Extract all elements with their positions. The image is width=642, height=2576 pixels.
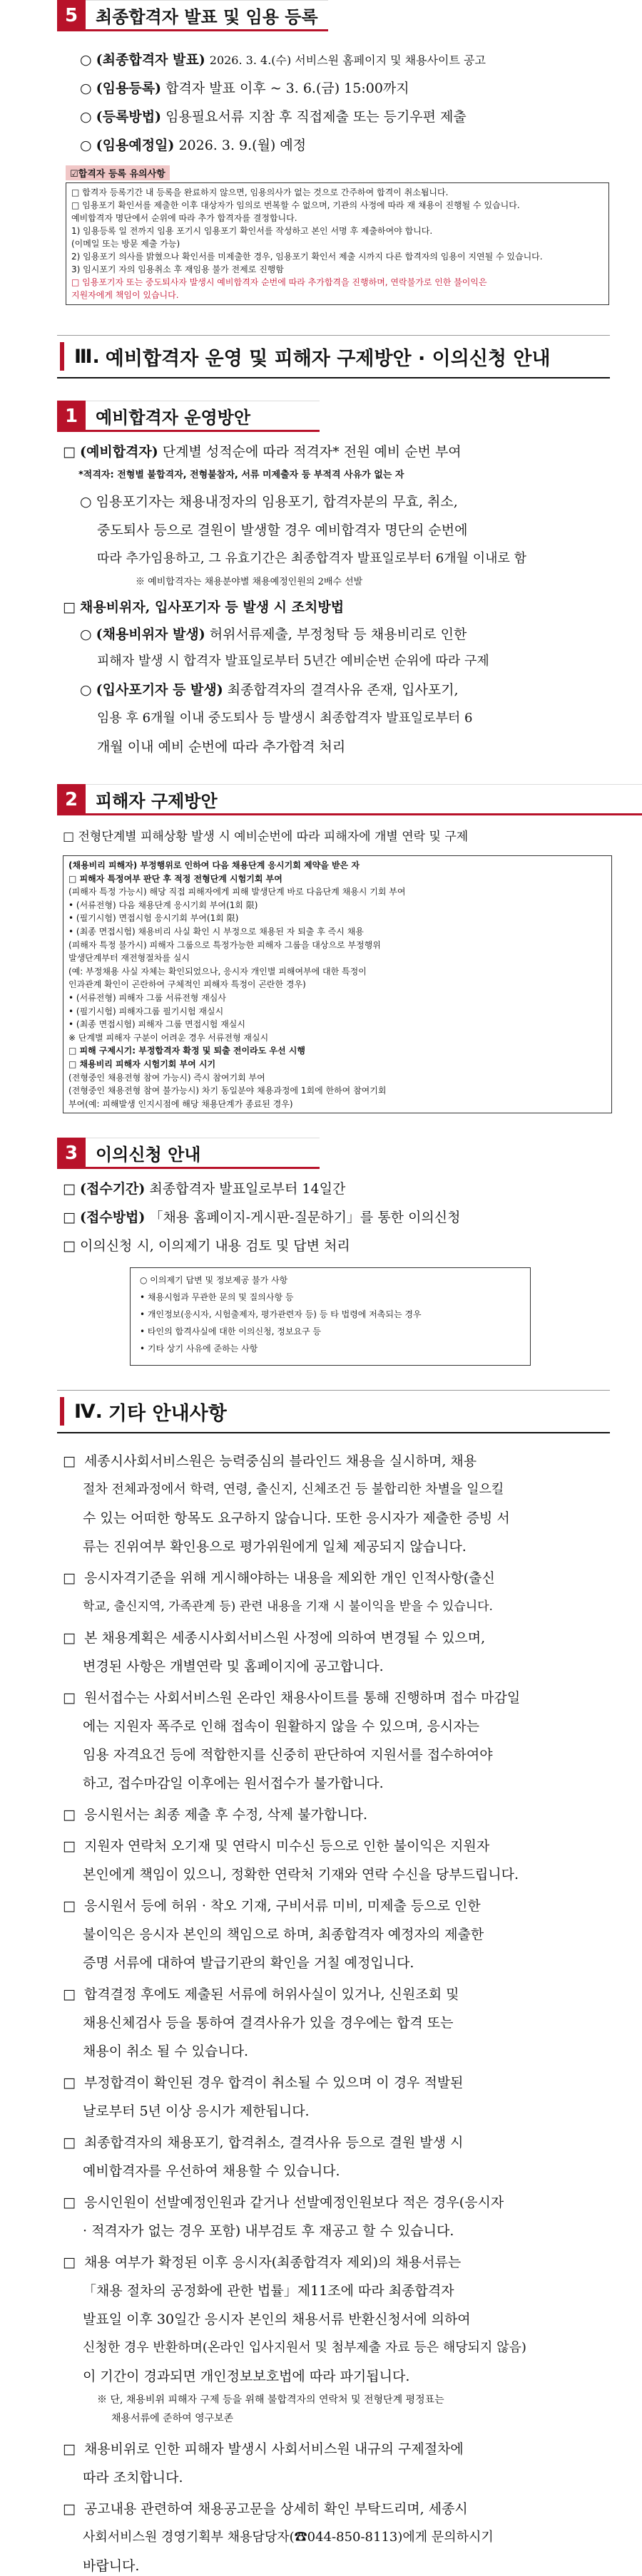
s5-notice-line: 3) 임시포기 자의 임용취소 후 재임용 불가 전제로 진행함 [71,264,284,274]
s5-notice-line: □ 임용포기 확인서를 제출한 이후 대상자가 임의로 번복할 수 없으며, 기관의 사정에 따라 재 채용이 진행될 수 있습니다. [71,200,520,210]
section-3-title: 예비합격자 운영 및 피해자 구제방안 · 이의신청 안내 [105,347,551,370]
s2-lead: □ 전형단계별 피해상황 발생 시 예비순번에 따라 피해자에 개별 연락 및 구제 [63,830,469,844]
s5-notice-line: □ 임용포기자 또는 중도퇴사자 발생시 예비합격자 순번에 따라 추가합격을 진행하며, 연락불가로 인한 불이익은 [71,277,487,287]
notice-paragraph-line: 채용신체검사 등을 통하여 결격사유가 있을 경우에는 합격 또는 [83,2015,454,2031]
s1-para1-note: ※ 예비합격자는 채용분야별 채용예정인원의 2배수 선발 [136,577,363,587]
notice-paragraph-line: 날로부터 5년 이상 응시가 제한됩니다. [83,2103,310,2119]
s2-box-line: (피해자 특정 불가시) 피해자 그룹으로 특정가능한 피해자 그룹을 대상으로 부정행위 [68,939,381,950]
s2-box-line: • (최종 면접시험) 채용비리 사실 확인 시 부정으로 채용된 자 퇴출 후 즉시 채용 [68,927,364,937]
s2-box-line: • (필기시험) 피해자그룹 필기시험 재실시 [68,1006,224,1016]
s2-box-line: □ 채용비리 피해자 시험기회 부여 시기 [68,1059,216,1069]
notice-note-line: ※ 단, 채용비위 피해자 구제 등을 위해 불합격자의 연락처 및 전형단계 평정표는 [97,2394,444,2406]
notice-note-line: 채용서류에 준하여 영구보존 [111,2413,234,2424]
s1-para1-line: ○ 임용포기자는 채용내정자의 임용포기, 합격자분의 무효, 취소, [80,494,458,510]
s3-item-2: □ (접수방법) 「채용 홈페이지-게시판-질문하기」를 통한 이의신청 [63,1210,461,1225]
s1-sub-b: ○ (입사포기자 등 발생) 최종합격자의 결격사유 존재, 입사포기, [80,682,459,698]
notice-paragraph-line: □ 응시원서 등에 허위 · 착오 기재, 구비서류 미비, 미제출 등으로 인한 [63,1898,481,1914]
notice-paragraph-line: □ 응시인원이 선발예정인원과 같거나 선발예정인원보다 적은 경우(응시자 [63,2195,504,2210]
notice-paragraph-line: 변경된 사항은 개별연락 및 홈페이지에 공고합니다. [83,1659,384,1674]
square-mark: □ [63,1453,76,1469]
section-4-title: 기타 안내사항 [108,1402,227,1425]
notice-paragraph-line: 증명 서류에 대하여 발급기관의 확인을 거칠 예정입니다. [83,1955,414,1971]
circle-mark: ○ [80,81,92,96]
s2-box-line: 부여(예: 피해발생 인지시점에 해당 채용단계가 종료된 경우) [68,1098,293,1109]
s2-box-line: (피해자 특정 가능시) 해당 직접 피해자에게 피해 발생단계 바로 다음단계 채용시 기회 부여 [68,887,406,897]
notice-paragraph-line: 이 기간이 경과되면 개인정보보호법에 따라 파기됩니다. [83,2369,410,2384]
notice-paragraph-line: □ 채용 여부가 확정된 이후 응시자(최종합격자 제외)의 채용서류는 [63,2255,462,2270]
s2-box-line: 인과관계 확인이 곤란하여 구체적인 피해자 특정이 곤란한 경우) [68,979,306,990]
s1-sub-b-cont: 임용 후 6개월 이내 중도퇴사 등 발생시 최종합격자 발표일로부터 6 [97,711,473,726]
s5-item-2: ○ (임용등록) 합격자 발표 이후 ~ 3. 6.(금) 15:00까지 [80,81,409,96]
notice-paragraph-line: 학교, 출신지역, 가족관계 등) 관련 내용을 기재 시 불이익을 받을 수 있습니다. [83,1599,493,1614]
subsection-1-header: 1 예비합격자 운영방안 [57,401,320,432]
header-accent-bar [60,1397,64,1426]
s2-box-line: 발생단계부터 재전형절차를 실시 [68,953,190,964]
notice-paragraph-line: 「채용 절차의 공정화에 관한 법률」제11조에 따라 최종합격자 [83,2283,454,2299]
notice-paragraph-line: □ 부정합격이 확인된 경우 합격이 취소될 수 있으며 이 경우 적발된 [63,2075,464,2091]
square-mark: □ [63,2075,76,2091]
notice-paragraph-line: 임용 자격요건 등에 적합한지를 신중히 판단하여 지원서를 접수하여야 [83,1747,493,1763]
s2-box-line: (전형중인 채용전형 참여 불가능시) 차기 동일분야 채용과정에 1회에 한하여 참여기회 [68,1086,387,1096]
circle-mark: ○ [80,109,92,125]
s5-item-4: ○ (임용예정일) 2026. 3. 9.(월) 예정 [80,138,307,153]
s1-sub-a-cont: 피해자 발생 시 합격자 발표일로부터 5년간 예비순번 순위에 따라 구제 [97,654,489,669]
s2-box-line: □ 피해자 특정여부 판단 후 적정 전형단계 시험기회 부여 [68,873,282,884]
s2-box-line: (예: 부정채용 사실 자체는 확인되었으나, 응시자 개인별 피해여부에 대한 특정이 [68,966,367,977]
notice-paragraph-line: 채용이 취소 될 수 있습니다. [83,2044,249,2059]
notice-paragraph-line: □ 응시자격기준을 위해 게시해야하는 내용을 제외한 개인 인적사항(출신 [63,1570,495,1586]
s5-notice-line: 지원자에게 책임이 있습니다. [71,290,179,300]
notice-paragraph-line: □ 합격결정 후에도 제출된 서류에 허위사실이 있거나, 신원조회 및 [63,1987,459,2002]
section-5-title: 최종합격자 발표 및 임용 등록 [86,0,328,31]
s2-box-line: • (서류전형) 다음 채용단계 응시기회 부여(1회 限) [68,900,258,910]
square-mark: □ [63,1807,76,1823]
notice-paragraph-line: 예비합격자를 우선하여 채용할 수 있습니다. [83,2163,340,2179]
notice-paragraph-line: 발표일 이후 30일간 응시자 본인의 채용서류 반환신청서에 의하여 [83,2312,471,2327]
s3-item-1: □ (접수기간) 최종합격자 발표일로부터 14일간 [63,1181,346,1197]
notice-paragraph-line: □ 최종합격자의 채용포기, 합격취소, 결격사유 등으로 결원 발생 시 [63,2135,464,2150]
notice-paragraph-line: 에는 지원자 폭주로 인해 접속이 원활하지 않을 수 있으며, 응시자는 [83,1719,479,1734]
section-4-roman-header [57,1390,610,1433]
s5-notice-line: 1) 임용등록 일 전까지 임용 포기시 임용포기 확인서를 작성하고 본인 서명 후 제출하여야 합니다. [71,226,433,236]
notice-paragraph-line: 본인에게 책임이 있으니, 정확한 연락처 기재와 연락 수신을 당부드립니다. [83,1867,519,1882]
s1-lead: □ (예비합격자) 단계별 성적순에 따라 적격자* 전원 예비 순번 부여 [63,444,462,460]
notice-paragraph-line: □ 채용비위로 인한 피해자 발생시 사회서비스원 내규의 구제절차에 [63,2441,464,2457]
notice-paragraph-line: 불이익은 응시자 본인의 책임으로 하며, 최종합격자 예정자의 제출한 [83,1927,484,1942]
s5-item-1: ○ (최종합격자 발표) 2026. 3. 4.(수) 서비스원 홈페이지 및 채용사이트 공고 [80,52,486,68]
header-accent-bar [60,342,64,371]
circle-mark: ○ [80,138,92,153]
s2-box-line: (전형중인 채용전형 참여 가능시) 즉시 참여기회 부여 [68,1072,265,1083]
notice-paragraph-line: 수 있는 어떠한 항목도 요구하지 않습니다. 또한 응시자가 제출한 증빙 서 [83,1510,510,1526]
s2-box-line: (채용비리 피해자) 부정행위로 인하여 다음 채용단계 응시기회 제약을 받은 자 [68,860,360,870]
square-mark: □ [63,2135,76,2150]
notice-paragraph-line: 따라 조치합니다. [83,2470,183,2485]
notice-paragraph-line: 하고, 접수마감일 이후에는 원서접수가 불가합니다. [83,1776,384,1791]
roman-numeral: Ⅲ. [74,345,100,368]
s1-star-note: *적격자: 전형별 불합격자, 전형불참자, 서류 미제출자 등 부적격 사유가 없는 자 [78,470,404,480]
s1-para1-line: 중도퇴사 등으로 결원이 발생할 경우 예비합격자 명단의 순번에 [97,522,468,538]
notice-paragraph-line: □ 지원자 연락처 오기재 및 연락시 미수신 등으로 인한 불이익은 지원자 [63,1838,490,1854]
notice-paragraph-line: □ 세종시사회서비스원은 능력중심의 블라인드 채용을 실시하며, 채용 [63,1453,477,1469]
notice-paragraph-line: · 적격자가 없는 경우 포함) 내부검토 후 재공고 할 수 있습니다. [83,2223,454,2239]
s5-notice-line: 2) 임용포기 의사를 밝혔으나 확인서를 미제출한 경우, 임용포기 확인서 제출 시까지 다른 합격자의 임용이 지연될 수 있습니다. [71,252,543,262]
s2-box-line: • (서류전형) 피해자 그룹 서류전형 재심사 [68,993,226,1003]
subsection-2-header: 2 피해자 구제방안 [57,784,642,815]
subsection-3-header: 3 이의신청 안내 [57,1138,320,1169]
s5-notice-line: □ 합격자 등록기간 내 등록을 완료하지 않으면, 임용의사가 없는 것으로 간주하여 합격이 취소됩니다. [71,187,449,197]
square-mark: □ [63,1987,76,2002]
s1-sub-a: ○ (채용비위자 발생) 허위서류제출, 부정청탁 등 채용비리로 인한 [80,627,467,642]
notice-paragraph-line: 류는 진위여부 확인용으로 평가위원에게 일체 제공되지 않습니다. [83,1539,467,1555]
s1-sub-b-cont: 개월 이내 예비 순번에 따라 추가합격 처리 [97,739,346,755]
s1-heading2: □ 채용비위자, 입사포기자 등 발생 시 조치방법 [63,599,345,615]
notice-paragraph-line: 신청한 경우 반환하며(온라인 입사지원서 및 첨부제출 자료 등은 해당되지 않음) [83,2340,526,2355]
notice-paragraph-line: 사회서비스원 경영기획부 채용담당자(☎044-850-8113)에게 문의하시기 [83,2530,494,2545]
square-mark: □ [63,1838,76,1854]
section-3-roman-header [57,335,610,378]
square-mark: □ [63,2441,76,2457]
s1-para1-line: 따라 추가임용하고, 그 유효기간은 최종합격자 발표일로부터 6개월 이내로 함 [97,551,526,566]
notice-paragraph-line: □ 본 채용계획은 세종시사회서비스원 사정에 의하여 변경될 수 있으며, [63,1630,486,1646]
notice-paragraph-line: □ 응시원서는 최종 제출 후 수정, 삭제 불가합니다. [63,1807,367,1823]
circle-mark: ○ [80,52,92,68]
roman-numeral: Ⅳ. [74,1400,103,1423]
square-mark: □ [63,1898,76,1914]
square-mark: □ [63,1570,76,1586]
square-mark: □ [63,1690,76,1706]
notice-paragraph-line: □ 공고내용 관련하여 채용공고문을 상세히 확인 부탁드리며, 세종시 [63,2501,468,2517]
square-mark: □ [63,1630,76,1646]
s5-notice-line: 예비합격자 명단에서 순위에 따라 추가 합격자를 결정합니다. [71,213,297,223]
notice-paragraph-line: □ 원서접수는 사회서비스원 온라인 채용사이트를 통해 진행하며 접수 마감일 [63,1690,521,1706]
s5-item-3: ○ (등록방법) 임용필요서류 지참 후 직접제출 또는 등기우편 제출 [80,109,467,125]
square-mark: □ [63,2255,76,2270]
s2-box-line: • (최종 면접시험) 피해자 그룹 면접시험 재실시 [68,1019,245,1030]
section-5-number: 5 [57,0,86,31]
section-5-header [57,0,328,31]
s2-box-line: ※ 단계별 피해자 구분이 어려운 경우 서류전형 재실시 [68,1032,269,1043]
s3-item-3: □ 이의신청 시, 이의제기 내용 검토 및 답변 처리 [63,1238,350,1254]
notice-paragraph-line: 바랍니다. [83,2558,140,2574]
s2-box-line: □ 피해 구제시기: 부정합격자 확정 및 퇴출 전이라도 우선 시행 [68,1046,305,1056]
s5-notice-title: ☑합격자 등록 유의사항 [66,165,170,180]
s2-box-line: • (필기시험) 면접시험 응시기회 부여(1회 限) [68,913,239,924]
square-mark: □ [63,2195,76,2210]
square-mark: □ [63,2501,76,2517]
s5-notice-line: (이메일 또는 방문 제출 가능) [71,239,180,249]
notice-paragraph-line: 절차 전체과정에서 학력, 연령, 출신지, 신체조건 등 불합리한 차별을 일으킬 [83,1482,504,1497]
